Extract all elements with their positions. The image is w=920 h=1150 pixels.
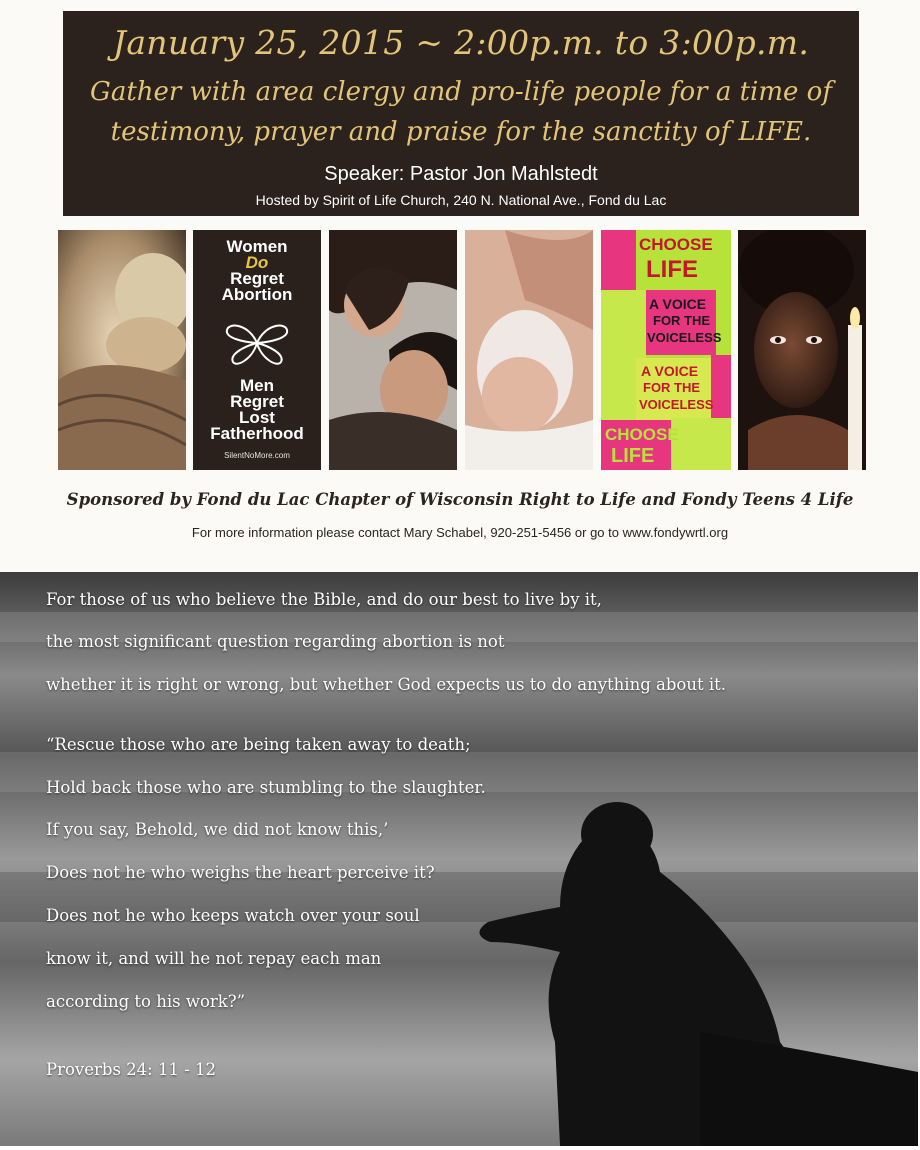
sponsor-line: Sponsored by Fond du Lac Chapter of Wisconsin Right to Life and Fondy Teens 4 Life <box>66 490 854 509</box>
women-regret-text: Women Do Regret Abortion <box>221 237 293 304</box>
butterfly-icon <box>223 318 291 368</box>
scripture-line-1: “Rescue those who are being taken away to death; <box>46 735 471 754</box>
contact-line: For more information please contact Mary Schabel, 920-251-5456 or go to www.fondywrtl.org <box>191 525 729 540</box>
photo-woman-candle <box>738 230 866 470</box>
men-regret-text: Men Regret Lost Fatherhood <box>210 376 304 443</box>
sign-for-the: FOR THE <box>653 313 711 328</box>
scripture-line-5: Does not he who keeps watch over your soul <box>46 906 420 925</box>
sign-life-2: LIFE <box>611 445 655 467</box>
intro-line-1: For those of us who believe the Bible, and do our best to live by it, <box>46 590 602 609</box>
regret-panel <box>193 230 321 470</box>
event-flyer <box>0 0 920 572</box>
invite-line-2: testimony, prayer and praise for the sanctity of LIFE. <box>110 117 812 147</box>
scripture-line-7: according to his work?” <box>46 992 246 1011</box>
silentnomore-credit: SilentNoMore.com <box>224 451 290 460</box>
sign-voiceless: VOICELESS <box>647 330 722 345</box>
scripture-line-4: Does not he who weighs the heart perceive it? <box>46 863 435 882</box>
host-address: Hosted by Spirit of Life Church, 240 N. National Ave., Fond du Lac <box>255 192 667 208</box>
event-date: January 25, 2015 ~ 2:00p.m. to 3:00p.m. <box>112 23 810 62</box>
invite-line-1: Gather with area clergy and pro-life people for a time of <box>90 77 832 107</box>
sign-life: LIFE <box>646 256 698 283</box>
speaker: Speaker: Pastor Jon Mahlstedt <box>324 163 598 185</box>
scripture-line-6: know it, and will he not repay each man <box>46 949 382 968</box>
sign-choose: CHOOSE <box>639 235 713 254</box>
sign-choose-2: CHOOSE <box>605 425 679 444</box>
sign-for-the-2: FOR THE <box>643 380 701 395</box>
photo-newborn <box>465 230 593 470</box>
intro-line-2: the most significant question regarding abortion is not <box>46 632 505 651</box>
intro-line-3: whether it is right or wrong, but whether God expects us to do anything about it. <box>46 675 726 694</box>
verse-panel <box>0 572 918 1146</box>
photo-protest-signs <box>601 230 731 470</box>
photo-sad-couple <box>329 230 457 470</box>
sign-voiceless-2: VOICELESS <box>639 397 714 412</box>
event-banner <box>63 11 859 216</box>
sign-a-voice-2: A VOICE <box>641 363 699 379</box>
photo-baby-in-hands <box>58 230 186 470</box>
scripture-reference: Proverbs 24: 11 - 12 <box>46 1060 217 1079</box>
scripture-line-2: Hold back those who are stumbling to the slaughter. <box>46 778 486 797</box>
scripture-line-3: If you say, Behold, we did not know this,’ <box>46 820 389 839</box>
sign-a-voice: A VOICE <box>649 296 707 312</box>
